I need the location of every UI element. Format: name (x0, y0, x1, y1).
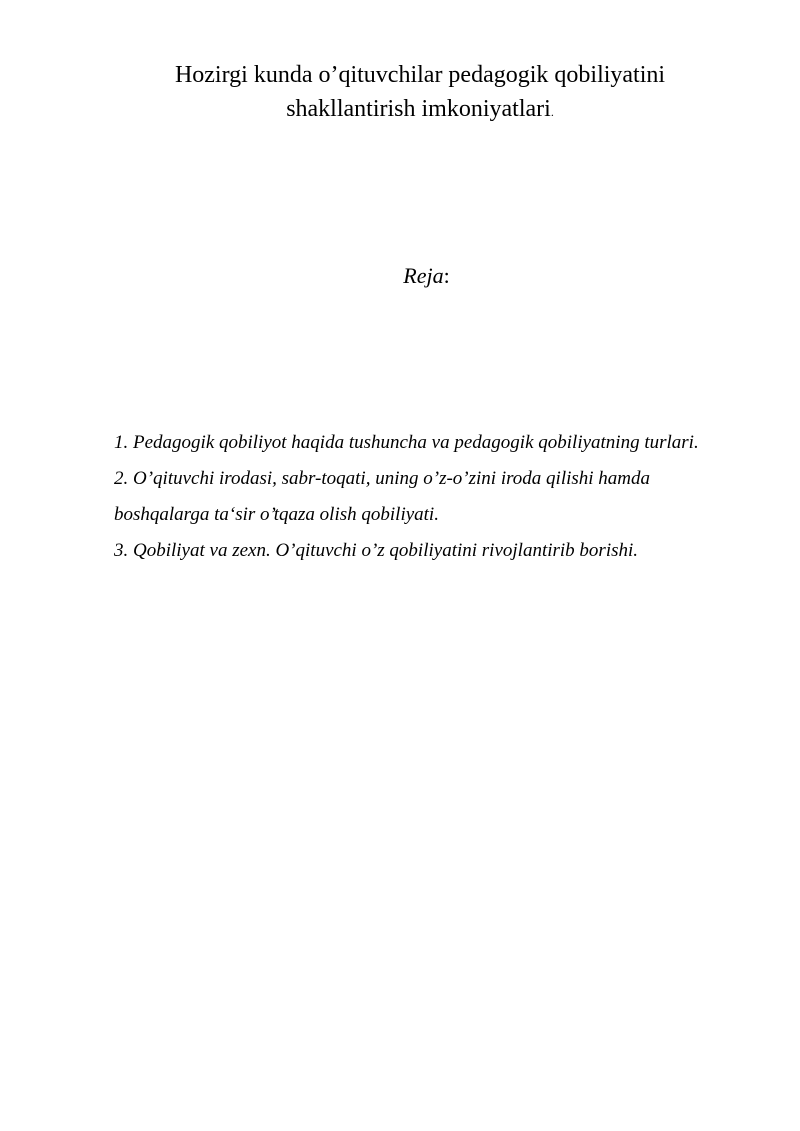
title-period: . (550, 105, 554, 119)
plan-item-1 (114, 425, 734, 461)
plan-item-number: 3. (114, 540, 129, 561)
plan-item-text: O’qituvchi irodasi, sabr-toqati, uning o’z-o’zini iroda qilishi hamda boshqalarga ta‘sir o’tqaza olish qobiliyati. (114, 468, 651, 525)
plan-heading (0, 262, 800, 290)
plan-item-number: 1. (114, 432, 129, 453)
plan-list (114, 425, 734, 569)
plan-item-2 (114, 461, 734, 533)
title-text: Hozirgi kunda o’qituvchilar pedagogik qobiliyatini shakllantirish imkoniyatlari (174, 62, 666, 122)
plan-item-3 (114, 533, 734, 569)
plan-item-number: 2. (114, 468, 129, 489)
plan-item-text: Qobiliyat va zexn. O’qituvchi o’z qobiliyatini rivojlantirib borishi. (133, 540, 639, 561)
document-title (110, 58, 730, 129)
plan-heading-colon: : (443, 263, 450, 288)
plan-item-text: Pedagogik qobiliyot haqida tushuncha va pedagogik qobiliyatning turlari. (133, 432, 699, 453)
plan-heading-word: Reja (403, 263, 444, 288)
